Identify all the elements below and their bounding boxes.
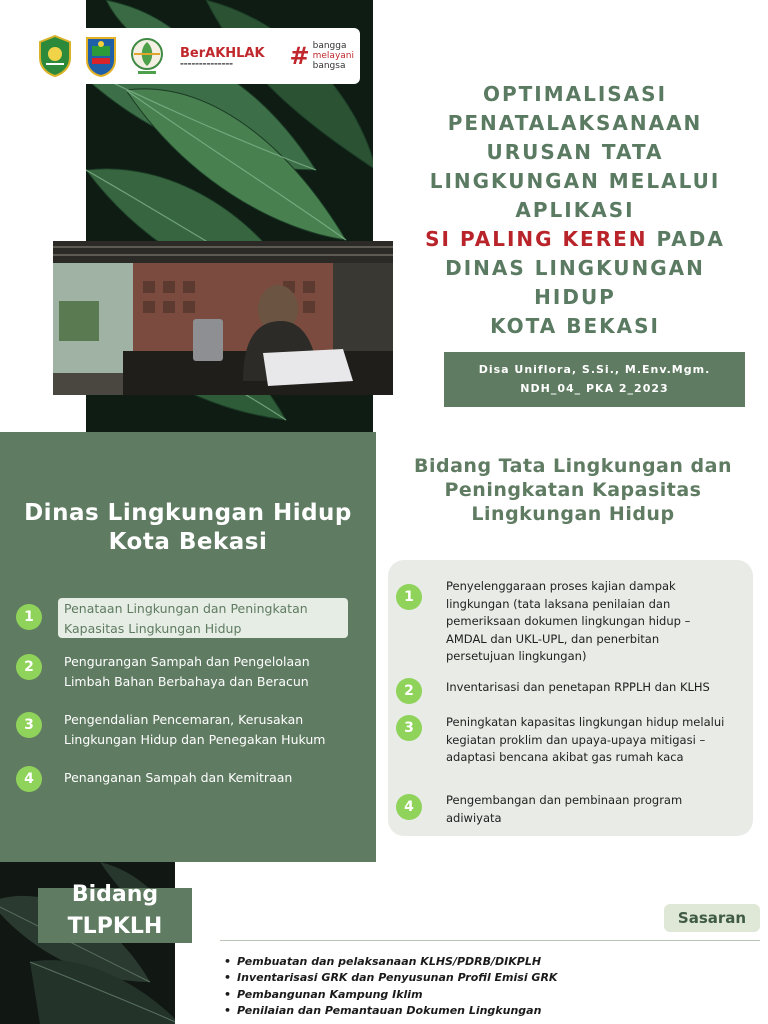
bidang-heading-line-3: Lingkungan Hidup — [471, 503, 675, 525]
title-line-8: KOTA BEKASI — [490, 314, 660, 338]
bidang-heading-line-2: Peningkatan Kapasitas — [444, 479, 702, 501]
title-line-2: PENATALAKSANAAN — [447, 111, 703, 135]
bidang-item-1-line-5: persetujuan lingkungan) — [446, 649, 587, 663]
bidang-number-4: 4 — [396, 794, 422, 820]
bidang-item-1 — [446, 578, 741, 666]
title-line-4: LINGKUNGAN MELALUI — [429, 169, 721, 193]
title-line-6 — [400, 225, 750, 254]
berakhlak-title: BerAKHLAK — [180, 46, 265, 61]
bangga-line-1: bangga — [312, 41, 347, 51]
sasaran-label: Sasaran — [664, 904, 760, 932]
bidang-heading-line-1: Bidang Tata Lingkungan dan — [414, 455, 732, 477]
bidang-item-4-line-1: Pengembangan dan pembinaan program — [446, 793, 683, 807]
author-name: Disa Uniflora, S.Si., M.Env.Mgm. — [478, 363, 711, 376]
bidang-item-3-line-2: kegiatan proklim dan upaya-upaya mitigasi – — [446, 732, 706, 747]
sasaran-item — [224, 970, 744, 986]
panel-title-line-1: Dinas Lingkungan Hidup — [24, 500, 352, 526]
panel-item-2 — [64, 652, 354, 692]
bullet-icon: • — [224, 987, 232, 1001]
bidang-item-1-line-4: AMDAL dan UKL-UPL, dan penerbitan — [446, 631, 660, 646]
bangga-melayani-bangsa-logo — [290, 41, 354, 71]
jawa-barat-logo — [36, 34, 74, 78]
bidang-item-1-line-1: Penyelenggaraan proses kajian dampak — [446, 579, 676, 593]
sasaran-item-3-text: Pembangunan Kampung Iklim — [237, 987, 423, 1001]
bidang-number-3: 3 — [396, 715, 422, 741]
title-app-name: SI PALING KEREN — [425, 227, 648, 251]
panel-item-4-line-1: Penanganan Sampah dan Kemitraan — [64, 770, 293, 785]
dlh-logo — [128, 34, 166, 78]
panel-item-2-line-1: Pengurangan Sampah dan Pengelolaan — [64, 654, 310, 669]
berakhlak-logo — [180, 46, 278, 66]
sasaran-divider — [220, 940, 760, 941]
bullet-icon: • — [224, 955, 232, 968]
panel-number-3: 3 — [16, 712, 42, 738]
bidang-number-2: 2 — [396, 678, 422, 704]
bidang-item-3-line-1: Peningkatan kapasitas lingkungan hidup melalui — [446, 715, 725, 729]
kota-bekasi-logo — [82, 34, 120, 78]
bidang-item-1-line-2: lingkungan (tata laksana penilaian dan — [446, 596, 671, 611]
bidang-tlpklh-box — [38, 882, 192, 943]
bullet-icon: • — [224, 971, 232, 985]
bidang-number-1: 1 — [396, 584, 422, 610]
panel-item-1-line-2: Kapasitas Lingkungan Hidup — [64, 621, 242, 636]
poster-title — [400, 80, 750, 341]
title-line-3: URUSAN TATA — [486, 140, 664, 164]
bidang-item-4-line-2: adiwiyata — [446, 810, 502, 825]
bidang-task-card — [388, 560, 753, 836]
bidang-item-3 — [446, 714, 741, 767]
panel-number-2: 2 — [16, 654, 42, 680]
bidang-heading — [388, 454, 758, 526]
tlpklh-line-1: Bidang — [71, 882, 159, 907]
panel-title — [0, 499, 376, 557]
dlh-panel — [0, 432, 376, 862]
bullet-icon: • — [224, 1004, 232, 1018]
cafe-photo — [53, 241, 393, 395]
title-line-1: OPTIMALISASI — [482, 82, 668, 106]
berakhlak-subtitle-decor: ▬▬▬▬▬▬▬▬▬▬▬▬▬▬ — [180, 61, 233, 66]
panel-item-3-line-2: Lingkungan Hidup dan Penegakan Hukum — [64, 732, 326, 747]
hashtag-icon: # — [289, 42, 310, 70]
bidang-item-2-line-1: Inventarisasi dan penetapan RPPLH dan KLHS — [446, 680, 710, 694]
sasaran-item — [224, 954, 744, 970]
panel-title-line-2: Kota Bekasi — [108, 529, 268, 555]
sasaran-list — [224, 954, 744, 1020]
panel-item-4 — [64, 768, 354, 788]
panel-number-4: 4 — [16, 766, 42, 792]
title-line-7: DINAS LINGKUNGAN HIDUP — [445, 256, 705, 309]
sasaran-item-2-text: Inventarisasi GRK dan Penyusunan Profil Emisi GRK — [237, 971, 558, 985]
author-id: NDH_04_ PKA 2_2023 — [520, 382, 669, 395]
bangga-line-3: bangsa — [312, 61, 346, 71]
panel-item-1-line-1: Penataan Lingkungan dan Peningkatan — [64, 601, 308, 616]
bidang-item-4 — [446, 792, 741, 827]
bidang-item-3-line-3: adaptasi bencana akibat gas rumah kaca — [446, 750, 684, 764]
tlpklh-line-2: TLPKLH — [67, 914, 163, 939]
title-after-highlight: PADA — [647, 227, 725, 251]
bidang-item-1-line-3: pemeriksaan dokumen lingkungan hidup – — [446, 614, 691, 628]
bidang-item-2 — [446, 679, 741, 697]
panel-item-3-line-1: Pengendalian Pencemaran, Kerusakan — [64, 712, 304, 727]
panel-item-3 — [64, 710, 354, 750]
panel-number-1: 1 — [16, 604, 42, 630]
panel-item-1 — [64, 599, 354, 639]
logo-strip — [30, 28, 360, 84]
sasaran-item-4-text: Penilaian dan Pemantauan Dokumen Lingkungan — [237, 1004, 542, 1018]
sasaran-item — [224, 987, 744, 1003]
sasaran-item — [224, 1003, 744, 1019]
bangga-line-2: melayani — [312, 51, 354, 61]
author-box — [444, 352, 745, 407]
panel-item-2-line-2: Limbah Bahan Berbahaya dan Beracun — [64, 674, 309, 689]
sasaran-item-1-text: Pembuatan dan pelaksanaan KLHS/PDRB/DIKPLH — [237, 955, 542, 968]
title-line-5: APLIKASI — [515, 198, 635, 222]
